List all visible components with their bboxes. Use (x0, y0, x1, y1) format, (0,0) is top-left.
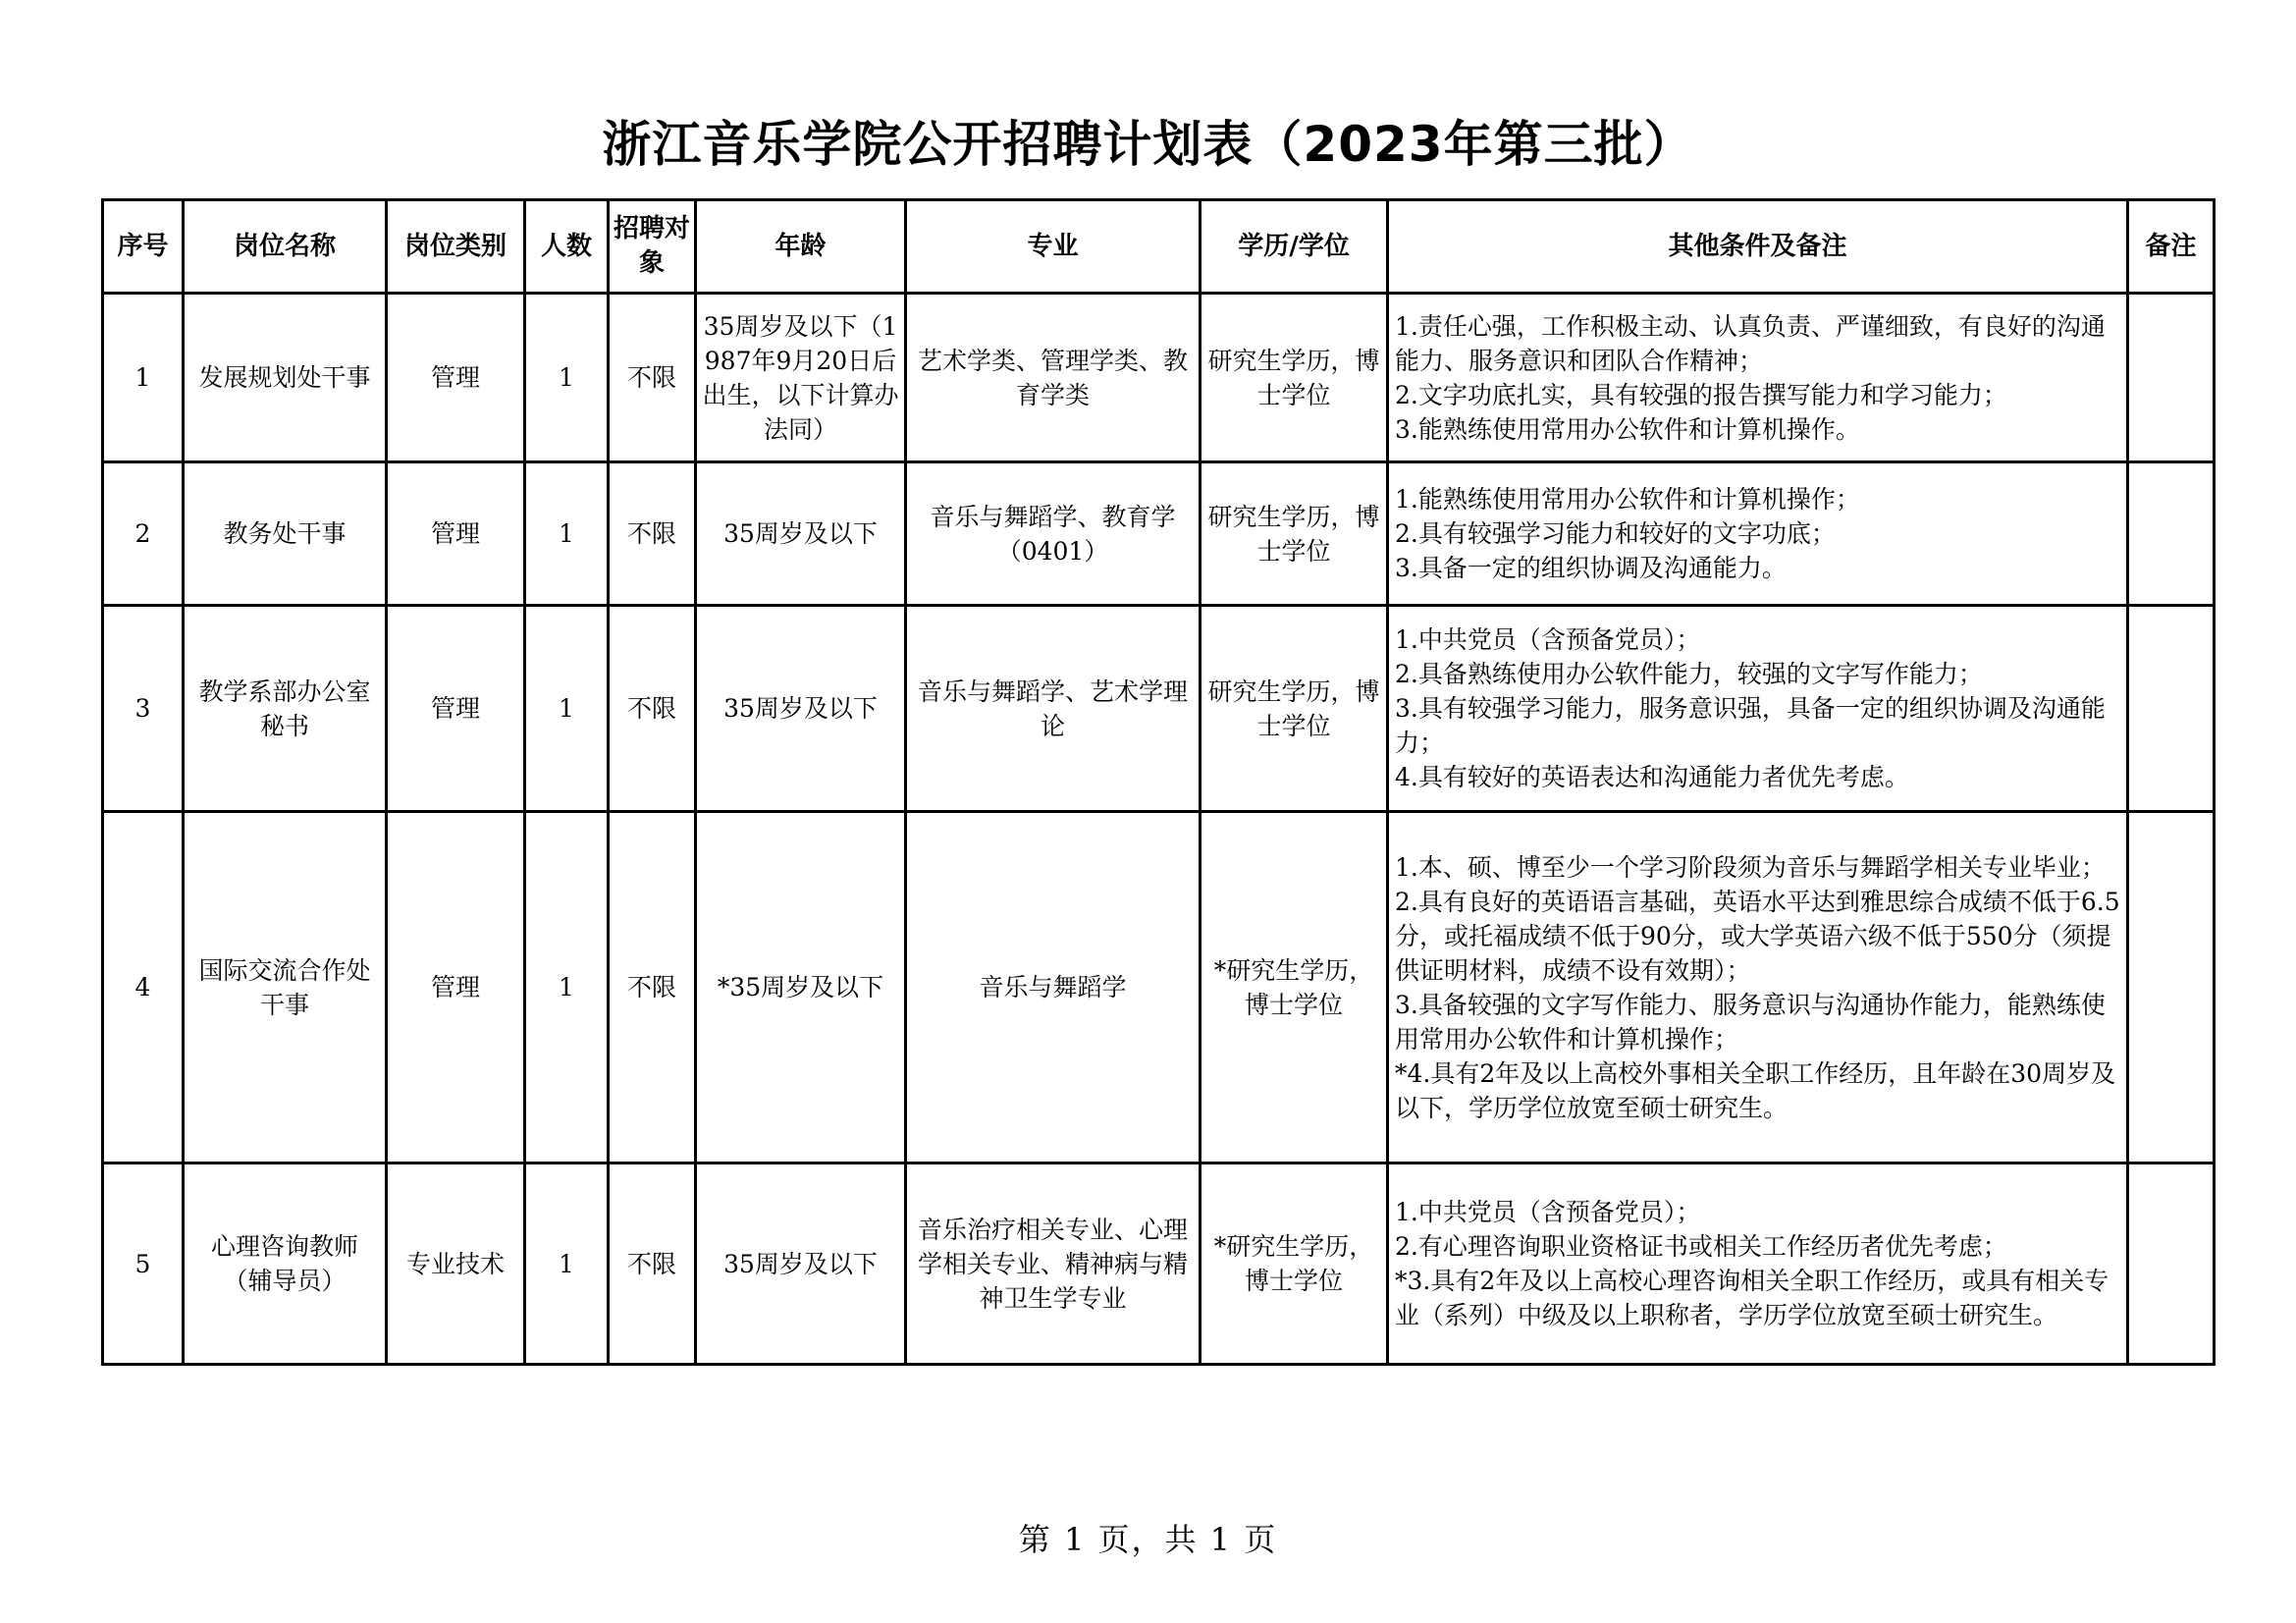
page-footer: 第 1 页，共 1 页 (1018, 1521, 1278, 1558)
cell-conditions (1388, 1163, 2128, 1365)
cell-target: 不限 (609, 606, 696, 812)
header-category: 岗位类别 (387, 200, 525, 294)
cell-category: 管理 (387, 462, 525, 606)
cell-remarks (2128, 1163, 2215, 1365)
cell-degree: *研究生学历，博士学位 (1201, 1163, 1388, 1365)
cell-category: 管理 (387, 606, 525, 812)
header-target: 招聘对象 (609, 200, 696, 294)
condition-line: 3.具有较强学习能力，服务意识强，具备一定的组织协调及沟通能力； (1395, 694, 2106, 757)
condition-line: 2.具有较强学习能力和较好的文字功底； (1395, 519, 1836, 548)
table-row (103, 606, 2215, 812)
cell-conditions (1388, 606, 2128, 812)
header-age: 年龄 (696, 200, 906, 294)
condition-line: 3.能熟练使用常用办公软件和计算机操作。 (1395, 414, 1860, 444)
recruitment-plan-table (101, 198, 2216, 1366)
cell-degree: 研究生学历，博士学位 (1201, 294, 1388, 462)
cell-target: 不限 (609, 812, 696, 1163)
cell-index: 4 (103, 812, 184, 1163)
cell-degree: 研究生学历，博士学位 (1201, 462, 1388, 606)
table-row (103, 812, 2215, 1163)
cell-major: 音乐与舞蹈学 (906, 812, 1201, 1163)
condition-line: 2.具备熟练使用办公软件能力，较强的文字写作能力； (1395, 660, 1983, 688)
condition-line: 2.具有良好的英语语言基础，英语水平达到雅思综合成绩不低于6.5分，或托福成绩不低于90分，或大学英语六级不低于550分（须提供证明材料，成绩不设有效期）； (1395, 887, 2120, 985)
header-degree: 学历/学位 (1201, 200, 1388, 294)
cell-age: 35周岁及以下 (696, 1163, 906, 1365)
header-remarks: 备注 (2128, 200, 2215, 294)
condition-line: 1.能熟练使用常用办公软件和计算机操作； (1395, 485, 1860, 514)
cell-age: 35周岁及以下 (696, 606, 906, 812)
cell-category: 管理 (387, 294, 525, 462)
condition-line: 4.具有较好的英语表达和沟通能力者优先考虑。 (1395, 763, 1909, 791)
cell-degree: 研究生学历，博士学位 (1201, 606, 1388, 812)
condition-line: 2.文字功底扎实，具有较强的报告撰写能力和学习能力； (1395, 380, 2007, 409)
cell-remarks (2128, 812, 2215, 1163)
condition-line: 3.具备一定的组织协调及沟通能力。 (1395, 554, 1787, 582)
cell-conditions (1388, 294, 2128, 462)
cell-index: 3 (103, 606, 184, 812)
cell-category: 专业技术 (387, 1163, 525, 1365)
table-row (103, 1163, 2215, 1365)
condition-line: 3.具备较强的文字写作能力、服务意识与沟通协作能力，能熟练使用常用办公软件和计算机操作； (1395, 990, 2106, 1054)
cell-major: 音乐治疗相关专业、心理学相关专业、精神病与精神卫生学专业 (906, 1163, 1201, 1365)
cell-major: 音乐与舞蹈学、教育学（0401） (906, 462, 1201, 606)
table-row (103, 294, 2215, 462)
condition-line: 2.有心理咨询职业资格证书或相关工作经历者优先考虑； (1395, 1232, 2007, 1261)
cell-index: 2 (103, 462, 184, 606)
cell-position: 国际交流合作处干事 (184, 812, 387, 1163)
cell-count: 1 (525, 462, 609, 606)
condition-line: *4.具有2年及以上高校外事相关全职工作经历，且年龄在30周岁及以下，学历学位放宽至硕士研究生。 (1395, 1058, 2116, 1122)
cell-age: 35周岁及以下（1987年9月20日后出生，以下计算办法同） (696, 294, 906, 462)
cell-target: 不限 (609, 294, 696, 462)
cell-conditions (1388, 812, 2128, 1163)
condition-line: 1.中共党员（含预备党员）； (1395, 1198, 1701, 1226)
cell-target: 不限 (609, 462, 696, 606)
table-header-row (103, 200, 2215, 294)
header-conditions: 其他条件及备注 (1388, 200, 2128, 294)
cell-target: 不限 (609, 1163, 696, 1365)
cell-count: 1 (525, 294, 609, 462)
cell-degree: *研究生学历，博士学位 (1201, 812, 1388, 1163)
cell-age: *35周岁及以下 (696, 812, 906, 1163)
cell-major: 艺术学类、管理学类、教育学类 (906, 294, 1201, 462)
condition-line: *3.具有2年及以上高校心理咨询相关全职工作经历，或具有相关专业（系列）中级及以上职称者，学历学位放宽至硕士研究生。 (1395, 1267, 2109, 1329)
condition-line: 1.本、硕、博至少一个学习阶段须为音乐与舞蹈学相关专业毕业； (1395, 852, 2106, 882)
header-index: 序号 (103, 200, 184, 294)
cell-remarks (2128, 294, 2215, 462)
cell-major: 音乐与舞蹈学、艺术学理论 (906, 606, 1201, 812)
cell-category: 管理 (387, 812, 525, 1163)
cell-remarks (2128, 462, 2215, 606)
cell-conditions (1388, 462, 2128, 606)
cell-position: 发展规划处干事 (184, 294, 387, 462)
cell-count: 1 (525, 606, 609, 812)
page-title: 浙江音乐学院公开招聘计划表（2023年第三批） (602, 116, 1694, 173)
cell-position: 心理咨询教师（辅导员） (184, 1163, 387, 1365)
header-position: 岗位名称 (184, 200, 387, 294)
cell-index: 1 (103, 294, 184, 462)
cell-index: 5 (103, 1163, 184, 1365)
header-count: 人数 (525, 200, 609, 294)
cell-position: 教学系部办公室秘书 (184, 606, 387, 812)
header-major: 专业 (906, 200, 1201, 294)
table-row (103, 462, 2215, 606)
cell-count: 1 (525, 1163, 609, 1365)
cell-age: 35周岁及以下 (696, 462, 906, 606)
cell-count: 1 (525, 812, 609, 1163)
cell-position: 教务处干事 (184, 462, 387, 606)
condition-line: 1.中共党员（含预备党员）； (1395, 625, 1701, 654)
condition-line: 1.责任心强，工作积极主动、认真负责、严谨细致，有良好的沟通能力、服务意识和团队合作精神； (1395, 311, 2106, 375)
cell-remarks (2128, 606, 2215, 812)
